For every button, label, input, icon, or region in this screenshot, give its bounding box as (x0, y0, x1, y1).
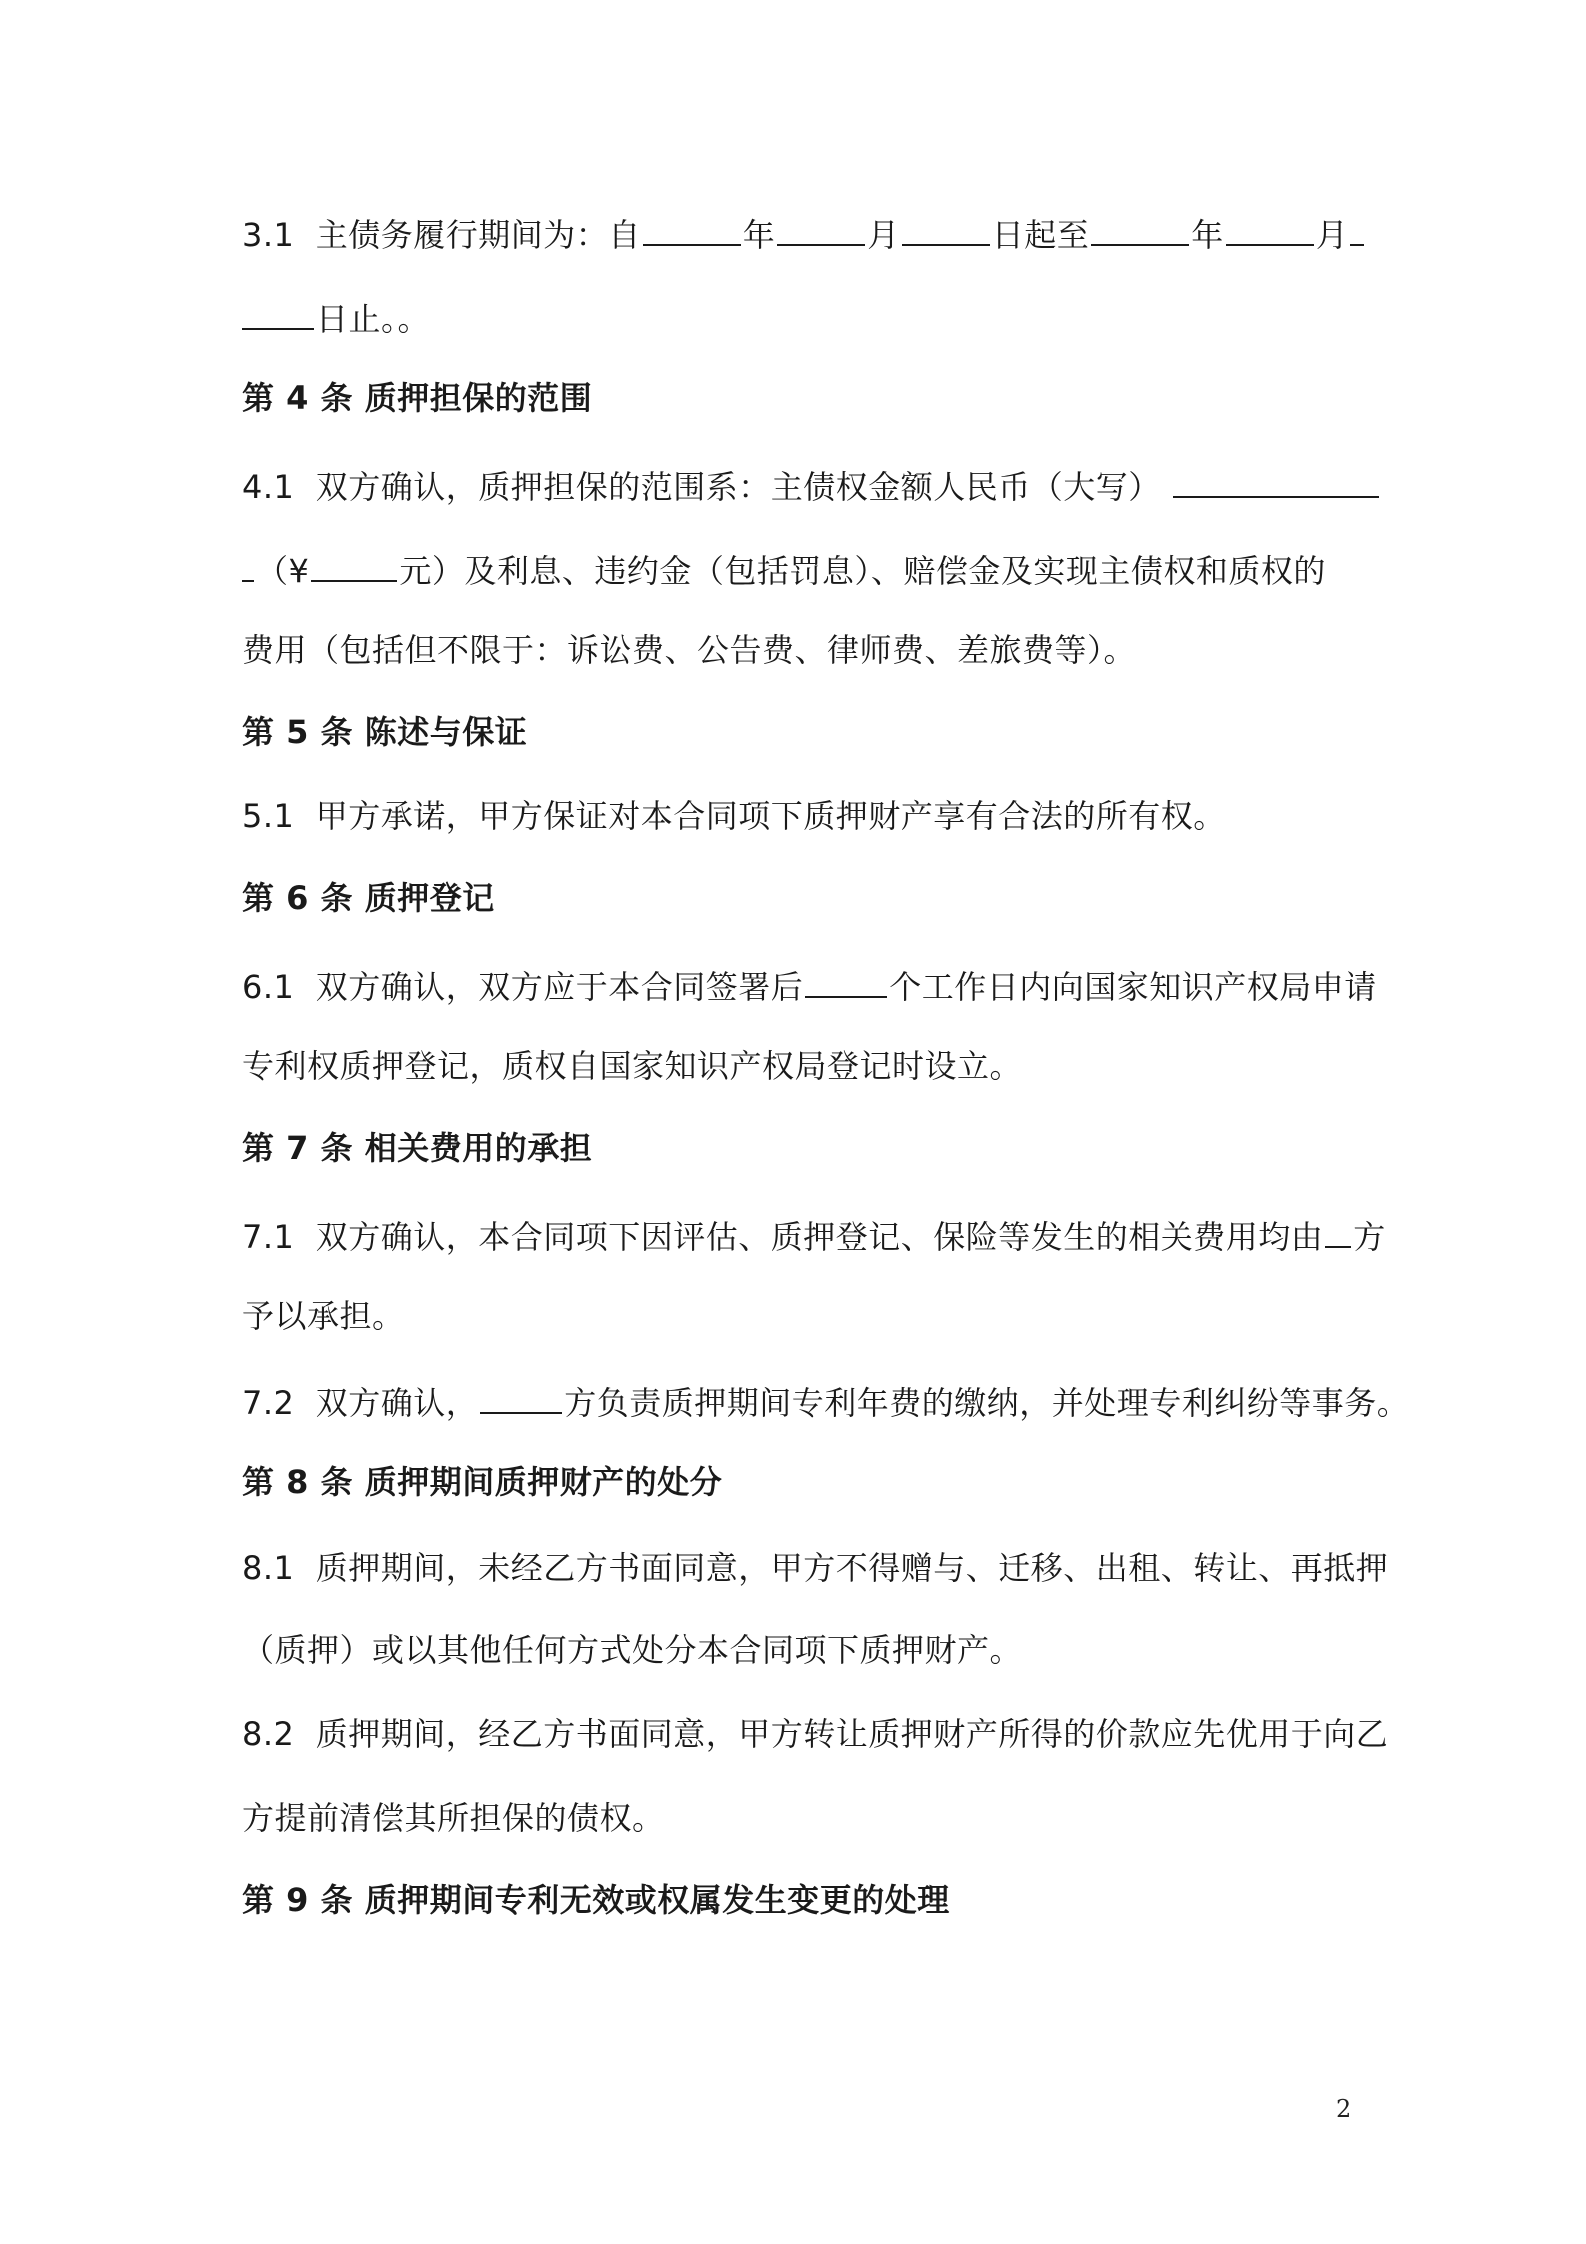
clause-text: 日止。。 (316, 300, 431, 338)
blank-month-end[interactable] (1226, 214, 1314, 246)
blank-day-start[interactable] (902, 214, 990, 246)
clause-6-1-line2: 专利权质押登记，质权自国家知识产权局登记时设立。 (242, 1047, 1023, 1085)
label-month: 月 (1315, 216, 1349, 254)
clause-4-heading: 第 4 条 质押担保的范围 (242, 379, 593, 417)
blank-day-end-part1[interactable] (1350, 214, 1364, 246)
clause-text: 个工作日内向国家知识产权局申请 (889, 968, 1377, 1006)
clause-text: 双方确认， (315, 1384, 479, 1422)
clause-8-2-line1 (242, 1714, 1388, 1754)
blank-cost-party[interactable] (1325, 1216, 1351, 1248)
label-year: 年 (1191, 216, 1224, 254)
page-number: 2 (1336, 2095, 1352, 2123)
blank-amount-uppercase[interactable] (1173, 466, 1379, 498)
clause-text: 方 (1353, 1218, 1386, 1256)
clause-text: 方负责质押期间专利年费的缴纳，并处理专利纠纷等事务。 (564, 1384, 1410, 1422)
clause-text: 双方确认，本合同项下因评估、质押登记、保险等发生的相关费用均由 (315, 1218, 1324, 1256)
blank-day-end-part2[interactable] (242, 298, 314, 330)
blank-year-start[interactable] (643, 214, 741, 246)
clause-number: 3.1 (242, 216, 295, 254)
clause-text: 质押期间，经乙方书面同意，甲方转让质押财产所得的价款应先优用于向乙 (315, 1715, 1389, 1753)
clause-7-1-line1 (242, 1216, 1386, 1257)
clause-3-1-line2 (242, 298, 430, 339)
clause-text: （¥ (256, 552, 310, 590)
clause-8-1-line1 (242, 1548, 1388, 1588)
clause-text: 双方确认，双方应于本合同签署后 (315, 968, 804, 1006)
clause-6-1-line1 (242, 966, 1377, 1007)
blank-working-days[interactable] (805, 966, 887, 998)
clause-6-heading: 第 6 条 质押登记 (242, 879, 495, 917)
clause-number: 4.1 (242, 468, 295, 506)
clause-7-1-line2: 予以承担。 (242, 1297, 405, 1335)
clause-9-heading: 第 9 条 质押期间专利无效或权属发生变更的处理 (242, 1881, 950, 1919)
clause-7-heading: 第 7 条 相关费用的承担 (242, 1129, 593, 1167)
blank-fee-party[interactable] (480, 1382, 562, 1414)
clause-4-1-line2 (242, 550, 1326, 591)
clause-3-1-line1 (242, 214, 1366, 255)
label-day-from-to: 日起至 (991, 216, 1090, 254)
clause-text: 元）及利息、违约金（包括罚息）、赔偿金及实现主债权和质权的 (399, 552, 1326, 590)
clause-number: 5.1 (242, 797, 295, 835)
clause-5-1 (242, 796, 1226, 836)
clause-number: 8.2 (242, 1715, 295, 1753)
label-year: 年 (742, 216, 776, 254)
clause-4-1-line3: 费用（包括但不限于：诉讼费、公告费、律师费、差旅费等）。 (242, 631, 1137, 669)
blank-year-end[interactable] (1091, 214, 1189, 246)
blank-amount-numeric[interactable] (311, 550, 397, 582)
label-month: 月 (867, 216, 900, 254)
clause-8-heading: 第 8 条 质押期间质押财产的处分 (242, 1463, 723, 1501)
clause-8-1-line2: （质押）或以其他任何方式处分本合同项下质押财产。 (242, 1631, 1023, 1669)
clause-7-2 (242, 1382, 1409, 1423)
clause-4-1-line1 (242, 466, 1381, 507)
clause-text: 主债务履行期间为：自 (315, 216, 641, 254)
clause-5-heading: 第 5 条 陈述与保证 (242, 713, 528, 751)
clause-number: 7.2 (242, 1384, 295, 1422)
clause-text: 甲方承诺，甲方保证对本合同项下质押财产享有合法的所有权。 (315, 797, 1226, 835)
clause-text: 质押期间，未经乙方书面同意，甲方不得赠与、迁移、出租、转让、再抵押 (315, 1549, 1389, 1587)
blank-amount-uppercase-cont[interactable] (242, 550, 254, 582)
clause-number: 8.1 (242, 1549, 295, 1587)
clause-8-2-line2: 方提前清偿其所担保的债权。 (242, 1799, 665, 1837)
clause-number: 7.1 (242, 1218, 295, 1256)
clause-number: 6.1 (242, 968, 295, 1006)
blank-month-start[interactable] (777, 214, 865, 246)
clause-text: 双方确认，质押担保的范围系：主债权金额人民币（大写） (315, 468, 1161, 506)
